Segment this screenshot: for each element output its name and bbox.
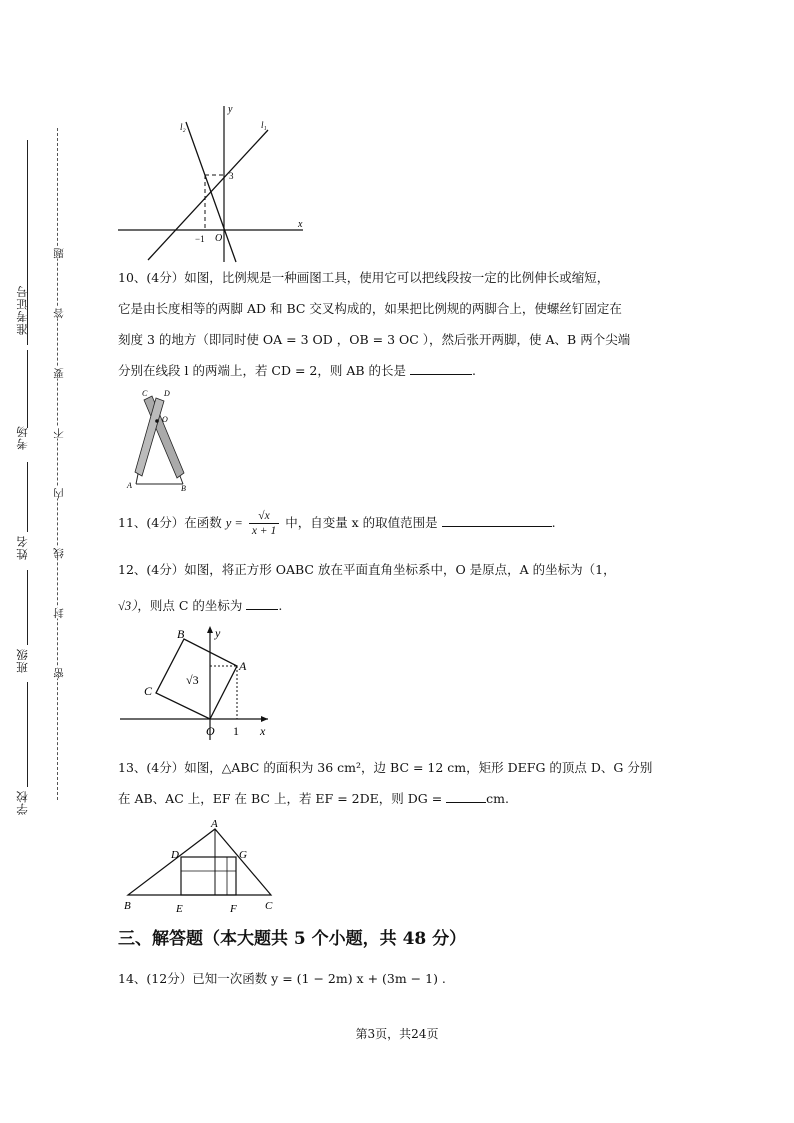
page-footer: 第3页，共24页 [355, 1027, 439, 1041]
side-label-exam-id: 准考证号 [15, 285, 29, 335]
question-14: 14、(12分）已知一次函数 y = (1 − 2m) x + (3m − 1) . [118, 971, 446, 986]
seal-char: 要 [53, 368, 65, 379]
period: . [278, 598, 283, 613]
y-arrow [207, 626, 213, 633]
answer-blank[interactable] [446, 788, 486, 803]
question-11-suffix: 中，自变量 x 的取值范围是 [285, 515, 438, 530]
answer-blank[interactable] [410, 360, 472, 375]
label-f: F [230, 903, 237, 915]
margin-line [27, 570, 28, 645]
x-arrow [261, 716, 268, 722]
seal-char: 不 [53, 428, 65, 439]
label-l1: l₁ [261, 120, 267, 130]
label-b: B [177, 627, 185, 641]
side-label-exam-room: 考场 [15, 425, 29, 450]
seal-char: 题 [53, 248, 65, 259]
question-12-line-2 [118, 591, 282, 621]
label-e: E [176, 903, 183, 915]
question-10-line-4 [118, 356, 476, 386]
label-origin: O [215, 233, 223, 244]
label-c: C [142, 389, 148, 398]
margin-line [27, 682, 28, 787]
label-a: A [239, 659, 247, 673]
label-b: B [181, 484, 186, 492]
label-one: 1 [233, 724, 239, 738]
question-10-line-3: 刻度 3 的地方（即同时使 OA = 3 OD ，OB = 3 OC ），然后张开两脚，使 A、B 两个尖端 [118, 332, 631, 347]
seal-char: 内 [53, 488, 65, 499]
seal-char: 密 [53, 668, 65, 679]
label-o: O [206, 724, 215, 738]
label-d: D [171, 849, 179, 861]
seal-char: 封 [53, 608, 65, 619]
line-l2 [186, 122, 236, 262]
question-11 [118, 508, 556, 538]
margin-line [27, 350, 28, 428]
label-sqrt3: √3 [186, 673, 199, 687]
sqrt3-value: √3） [118, 599, 138, 613]
label-g: G [239, 849, 247, 861]
rectangle-defg [181, 857, 236, 895]
tip-a [136, 474, 138, 484]
label-c: C [265, 900, 273, 912]
label-x: x [260, 724, 266, 738]
figure-two-lines [118, 100, 308, 265]
question-12-line-1: 12、(4分）如图，将正方形 OABC 放在平面直角坐标系中，O 是原点，A 的坐标为（1， [118, 562, 616, 577]
answer-blank[interactable] [442, 512, 552, 527]
fraction [249, 509, 279, 538]
label-d: D [164, 389, 170, 398]
seal-char: 线 [53, 548, 65, 559]
label-c: C [144, 684, 153, 698]
seal-dotted-line [57, 128, 58, 800]
unit: cm. [486, 791, 509, 806]
fraction-denominator: x + 1 [251, 525, 277, 537]
label-o: O [162, 415, 168, 424]
seal-char: 答 [53, 308, 65, 319]
fraction-numerator: √x [249, 509, 279, 524]
label-three: 3 [229, 171, 234, 181]
side-label-class: 班级 [15, 648, 29, 673]
question-10-line-2: 它是由长度相等的两脚 AD 和 BC 交叉构成的，如果把比例规的两脚合上，使螺丝钉固定在 [118, 301, 622, 316]
label-l2: l₂ [180, 122, 186, 132]
label-b: B [124, 900, 131, 912]
figure-proportional-compass [122, 388, 202, 492]
question-13-text: 在 AB、AC 上，EF 在 BC 上，若 EF = 2DE，则 DG = [118, 791, 443, 806]
answer-blank[interactable] [246, 595, 278, 610]
question-10-line-1: 10、(4分）如图，比例规是一种画图工具，使用它可以把线段按一定的比例伸长或缩短， [118, 270, 610, 285]
question-10-text: 分别在线段 l 的两端上，若 CD = 2，则 AB 的长是 [118, 363, 407, 378]
figure-triangle-rectangle [118, 815, 283, 915]
question-12-text: ，则点 C 的坐标为 [137, 598, 243, 613]
margin-line [27, 462, 28, 532]
figure-square-on-axes [118, 622, 278, 746]
label-neg1: −1 [195, 234, 205, 244]
triangle-abc [128, 829, 271, 895]
line-l1 [148, 130, 268, 260]
axis-label-y: y [228, 104, 233, 115]
side-label-school: 学校 [15, 790, 29, 815]
function-y: y = [225, 516, 243, 530]
tip-b [180, 476, 183, 484]
axis-label-x: x [298, 219, 303, 230]
question-13-line-1: 13、(4分）如图，△ABC 的面积为 36 cm²，边 BC = 12 cm，矩形 DEFG 的顶点 D、G 分别 [118, 760, 653, 775]
label-y: y [215, 626, 221, 640]
label-a: A [211, 818, 218, 830]
section-heading: 三、解答题（本大题共 5 个小题，共 48 分） [118, 929, 467, 949]
label-a: A [127, 481, 132, 490]
pivot-o [155, 419, 159, 423]
side-label-name: 姓名 [15, 535, 29, 560]
question-13-line-2 [118, 784, 509, 814]
period: . [551, 515, 556, 530]
period: . [472, 363, 477, 378]
question-11-prefix: 11、(4分）在函数 [118, 515, 222, 530]
